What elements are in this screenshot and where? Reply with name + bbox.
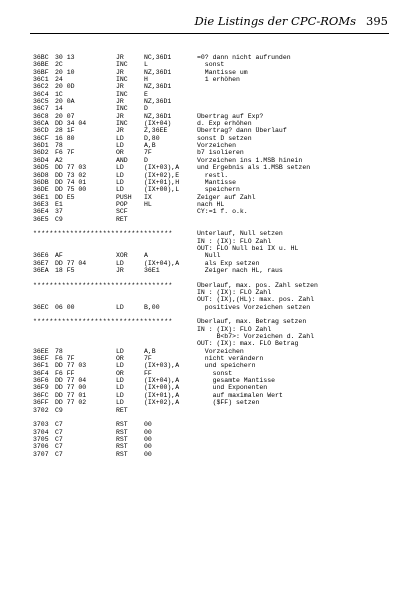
comment: restl. — [197, 171, 229, 179]
code-line — [33, 252, 393, 259]
address: 36C2 — [33, 83, 49, 91]
mnemonic: LD — [116, 171, 124, 179]
comment: ($FF) setzen — [197, 399, 260, 407]
opcode-bytes: F6 7F — [55, 355, 75, 363]
operand: NZ,36D1 — [144, 112, 172, 120]
comment: Null — [197, 252, 221, 260]
opcode-bytes: 20 0D — [55, 83, 75, 91]
comment: Überlauf, max. Betrag setzen — [197, 318, 307, 326]
code-line — [33, 69, 393, 76]
comment: Vorzeichen ins 1.MSB hinein — [197, 156, 303, 164]
assembly-listing — [33, 54, 393, 458]
opcode-bytes: DD 73 02 — [55, 171, 87, 179]
address: 3704 — [33, 428, 49, 436]
comment: Vorzeichen — [197, 142, 237, 150]
opcode-bytes: 30 13 — [55, 54, 75, 61]
mnemonic: RET — [116, 406, 128, 414]
mnemonic: AND — [116, 156, 128, 164]
comment: Zeiger nach HL, raus — [197, 266, 283, 274]
code-line — [33, 208, 393, 215]
operand: D,80 — [144, 134, 160, 142]
operand: 00 — [144, 435, 152, 443]
code-line — [33, 142, 393, 149]
mnemonic: OR — [116, 149, 124, 157]
comment: und Ergebnis als 1.MSB setzen — [197, 164, 311, 172]
opcode-bytes: 14 — [55, 105, 63, 113]
code-line — [33, 194, 393, 201]
opcode-bytes: E1 — [55, 200, 63, 208]
opcode-bytes: DD 34 04 — [55, 120, 87, 128]
address: 3706 — [33, 443, 49, 451]
opcode-bytes: C7 — [55, 443, 63, 451]
blank-line — [33, 274, 393, 281]
operand: NZ,36D1 — [144, 83, 172, 91]
mnemonic: PUSH — [116, 193, 132, 201]
mnemonic: INC — [116, 105, 128, 113]
comment-line — [33, 340, 393, 347]
comment: Unterlauf, Null setzen — [197, 230, 283, 238]
operand: D — [144, 105, 148, 113]
mnemonic: JR — [116, 54, 124, 61]
comment: Mantisse um — [197, 68, 248, 76]
opcode-bytes: 2C — [55, 61, 63, 69]
operand: D — [144, 156, 148, 164]
address: 36EE — [33, 347, 49, 355]
operand: (IX+04) — [144, 120, 172, 128]
address: 36EA — [33, 266, 49, 274]
address: 36C5 — [33, 98, 49, 106]
code-line — [33, 355, 393, 362]
opcode-bytes: C7 — [55, 435, 63, 443]
address: 3703 — [33, 421, 49, 429]
operand: (IX+00),A — [144, 384, 180, 392]
code-line — [33, 83, 393, 90]
address: 36E6 — [33, 252, 49, 260]
code-line — [33, 267, 393, 274]
address: 36E1 — [33, 193, 49, 201]
code-line — [33, 54, 393, 61]
mnemonic: RST — [116, 450, 128, 458]
operand: Z,36EE — [144, 127, 168, 135]
code-line — [33, 216, 393, 223]
comment: nach HL — [197, 200, 225, 208]
mnemonic: JR — [116, 68, 124, 76]
code-line — [33, 407, 393, 414]
operand: H — [144, 76, 148, 84]
mnemonic: LD — [116, 303, 124, 311]
code-line — [33, 384, 393, 391]
comment: OUT: (IX),(HL): max. pos. Zahl — [197, 296, 315, 304]
address: 3705 — [33, 435, 49, 443]
opcode-bytes: DD 75 00 — [55, 186, 87, 194]
opcode-bytes: 20 07 — [55, 112, 75, 120]
mnemonic: RET — [116, 215, 128, 223]
code-line — [33, 186, 393, 193]
opcode-bytes: C7 — [55, 450, 63, 458]
mnemonic: INC — [116, 76, 128, 84]
operand: (IX+03),A — [144, 362, 180, 370]
comment: gesamte Mantisse — [197, 377, 276, 385]
mnemonic: LD — [116, 186, 124, 194]
comment: positives Vorzeichen setzen — [197, 303, 311, 311]
blank-line — [33, 223, 393, 230]
comment: d. Exp erhöhen — [197, 120, 252, 128]
operand: NZ,36D1 — [144, 68, 172, 76]
comment-line — [33, 296, 393, 303]
opcode-bytes: 28 1F — [55, 127, 75, 135]
section-separator-line — [33, 282, 393, 289]
comment: OUT: (IX): max. FLO Betrag — [197, 340, 299, 348]
opcode-bytes: DD 77 01 — [55, 391, 87, 399]
comment: Zeiger auf Zahl — [197, 193, 256, 201]
opcode-bytes: 78 — [55, 347, 63, 355]
address: 36D4 — [33, 156, 49, 164]
operand: (IX+03),A — [144, 164, 180, 172]
address: 36BC — [33, 54, 49, 61]
comment-line — [33, 289, 393, 296]
separator-stars: ********************************** — [33, 318, 173, 326]
mnemonic: INC — [116, 90, 128, 98]
code-line — [33, 127, 393, 134]
address: 36D8 — [33, 171, 49, 179]
address: 36F4 — [33, 369, 49, 377]
comment: nicht verändern — [197, 355, 264, 363]
operand: B,00 — [144, 303, 160, 311]
comment: als Exp setzen — [197, 259, 260, 267]
comment: Übertrag auf Exp? — [197, 112, 264, 120]
opcode-bytes: C7 — [55, 421, 63, 429]
comment: =0? dann nicht aufrunden — [197, 54, 291, 61]
operand: (IX+04),A — [144, 377, 180, 385]
opcode-bytes: C9 — [55, 215, 63, 223]
operand: 00 — [144, 428, 152, 436]
address: 36D2 — [33, 149, 49, 157]
opcode-bytes: F6 7F — [55, 149, 75, 157]
address: 3707 — [33, 450, 49, 458]
code-line — [33, 362, 393, 369]
operand: FF — [144, 369, 152, 377]
opcode-bytes: 16 80 — [55, 134, 75, 142]
comment: 1 erhöhen — [197, 76, 240, 84]
address: 36DE — [33, 186, 49, 194]
mnemonic: JR — [116, 83, 124, 91]
opcode-bytes: 1C — [55, 90, 63, 98]
mnemonic: LD — [116, 134, 124, 142]
operand: E — [144, 90, 148, 98]
operand: IX — [144, 193, 152, 201]
mnemonic: INC — [116, 61, 128, 69]
comment: auf maximalen Wert — [197, 391, 283, 399]
comment: B<b7>: Vorzeichen d. Zahl — [197, 333, 315, 341]
code-line — [33, 201, 393, 208]
mnemonic: LD — [116, 391, 124, 399]
opcode-bytes: DD 77 00 — [55, 384, 87, 392]
address: 36C7 — [33, 105, 49, 113]
comment: IN : (IX): FLO Zahl — [197, 237, 272, 245]
comment: sonst — [197, 369, 233, 377]
comment: OUT: FLO Null bei IX u. HL — [197, 244, 299, 252]
address: 36EF — [33, 355, 49, 363]
opcode-bytes: 78 — [55, 142, 63, 150]
separator-stars: ********************************** — [33, 281, 173, 289]
address: 36D5 — [33, 164, 49, 172]
operand: A,B — [144, 142, 156, 150]
blank-line — [33, 414, 393, 421]
comment: und speichern — [197, 362, 256, 370]
code-line — [33, 443, 393, 450]
mnemonic: INC — [116, 120, 128, 128]
operand: 00 — [144, 443, 152, 451]
address: 36EC — [33, 303, 49, 311]
opcode-bytes: C7 — [55, 428, 63, 436]
comment: IN : (IX): FLO Zahl — [197, 289, 272, 296]
operand: (IX+01),A — [144, 391, 180, 399]
mnemonic: JR — [116, 112, 124, 120]
address: 36BF — [33, 68, 49, 76]
mnemonic: OR — [116, 369, 124, 377]
operand: HL — [144, 200, 152, 208]
mnemonic: JR — [116, 266, 124, 274]
operand: 00 — [144, 421, 152, 429]
code-line — [33, 113, 393, 120]
operand: (IX+00),L — [144, 186, 180, 194]
opcode-bytes: F6 FF — [55, 369, 75, 377]
address: 36CD — [33, 127, 49, 135]
address: 36E4 — [33, 208, 49, 216]
code-line — [33, 436, 393, 443]
mnemonic: XOR — [116, 252, 128, 260]
header-rule — [30, 33, 389, 34]
code-line — [33, 157, 393, 164]
address: 36E7 — [33, 259, 49, 267]
operand: 00 — [144, 450, 152, 458]
comment: sonst — [197, 61, 225, 69]
address: 36CA — [33, 120, 49, 128]
page-title: Die Listings der CPC-ROMs — [194, 14, 357, 28]
code-line — [33, 451, 393, 458]
operand: 36E1 — [144, 266, 160, 274]
code-line — [33, 392, 393, 399]
opcode-bytes: DD 77 03 — [55, 362, 87, 370]
comment: IN : (IX): FLO Zahl — [197, 325, 272, 333]
comment: sonst D setzen — [197, 134, 252, 142]
mnemonic: SCF — [116, 208, 128, 216]
mnemonic: LD — [116, 347, 124, 355]
mnemonic: OR — [116, 355, 124, 363]
code-line — [33, 377, 393, 384]
operand: 7F — [144, 355, 152, 363]
comment: Vorzeichen — [197, 347, 244, 355]
code-line — [33, 98, 393, 105]
mnemonic: LD — [116, 377, 124, 385]
code-line — [33, 179, 393, 186]
code-line — [33, 172, 393, 179]
comment: Mantisse — [197, 178, 237, 186]
code-line — [33, 260, 393, 267]
code-line — [33, 135, 393, 142]
comment-line — [33, 238, 393, 245]
opcode-bytes: 18 F5 — [55, 266, 75, 274]
comment: b7 isolieren — [197, 149, 244, 157]
opcode-bytes: 24 — [55, 76, 63, 84]
opcode-bytes: DD E5 — [55, 193, 75, 201]
code-line — [33, 421, 393, 428]
address: 36CF — [33, 134, 49, 142]
mnemonic: LD — [116, 362, 124, 370]
code-line — [33, 91, 393, 98]
operand: (IX+04),A — [144, 259, 180, 267]
address: 36C4 — [33, 90, 49, 98]
mnemonic: LD — [116, 164, 124, 172]
mnemonic: LD — [116, 399, 124, 407]
operand: A,B — [144, 347, 156, 355]
operand: (IX+01),H — [144, 178, 180, 186]
address: 36FF — [33, 399, 49, 407]
operand: (IX+02),E — [144, 171, 180, 179]
address: 36F9 — [33, 384, 49, 392]
address: 36E5 — [33, 215, 49, 223]
operand: 7F — [144, 149, 152, 157]
operand: (IX+02),A — [144, 399, 180, 407]
code-line — [33, 61, 393, 68]
mnemonic: JR — [116, 98, 124, 106]
address: 36DB — [33, 178, 49, 186]
section-separator-line — [33, 318, 393, 325]
comment: speichern — [197, 186, 240, 194]
code-line — [33, 348, 393, 355]
opcode-bytes: 06 00 — [55, 303, 75, 311]
code-line — [33, 76, 393, 83]
address: 36FC — [33, 391, 49, 399]
opcode-bytes: DD 77 04 — [55, 377, 87, 385]
code-line — [33, 399, 393, 406]
opcode-bytes: DD 77 04 — [55, 259, 87, 267]
page-number: 395 — [366, 14, 388, 28]
code-line — [33, 105, 393, 112]
mnemonic: RST — [116, 428, 128, 436]
mnemonic: LD — [116, 142, 124, 150]
comment-line — [33, 326, 393, 333]
opcode-bytes: DD 77 02 — [55, 399, 87, 407]
mnemonic: RST — [116, 435, 128, 443]
comment-line — [33, 245, 393, 252]
opcode-bytes: A2 — [55, 156, 63, 164]
address: 36C8 — [33, 112, 49, 120]
mnemonic: RST — [116, 443, 128, 451]
operand: L — [144, 61, 148, 69]
code-line — [33, 164, 393, 171]
opcode-bytes: DD 77 03 — [55, 164, 87, 172]
mnemonic: LD — [116, 178, 124, 186]
address: 36BE — [33, 61, 49, 69]
opcode-bytes: C9 — [55, 406, 63, 414]
page-header — [0, 14, 388, 28]
opcode-bytes: DD 74 01 — [55, 178, 87, 186]
address: 36D1 — [33, 142, 49, 150]
comment: Überlauf, max. pos. Zahl setzen — [197, 281, 318, 289]
code-line — [33, 304, 393, 311]
opcode-bytes: 20 0A — [55, 98, 75, 106]
address: 3702 — [33, 406, 49, 414]
address: 36E3 — [33, 200, 49, 208]
comment: und Exponenten — [197, 384, 268, 392]
separator-stars: ********************************** — [33, 230, 173, 238]
comment: Übertrag? dann Überlauf — [197, 127, 287, 135]
address: 36C1 — [33, 76, 49, 84]
comment: CY:=1 f. o.k. — [197, 208, 248, 216]
comment-line — [33, 333, 393, 340]
code-line — [33, 429, 393, 436]
opcode-bytes: 37 — [55, 208, 63, 216]
mnemonic: LD — [116, 259, 124, 267]
operand: NC,36D1 — [144, 54, 172, 61]
mnemonic: POP — [116, 200, 128, 208]
address: 36F1 — [33, 362, 49, 370]
operand: NZ,36D1 — [144, 98, 172, 106]
code-line — [33, 149, 393, 156]
code-line — [33, 370, 393, 377]
mnemonic: JR — [116, 127, 124, 135]
mnemonic: RST — [116, 421, 128, 429]
section-separator-line — [33, 230, 393, 237]
opcode-bytes: 20 10 — [55, 68, 75, 76]
address: 36F6 — [33, 377, 49, 385]
operand: A — [144, 252, 148, 260]
opcode-bytes: AF — [55, 252, 63, 260]
mnemonic: LD — [116, 384, 124, 392]
